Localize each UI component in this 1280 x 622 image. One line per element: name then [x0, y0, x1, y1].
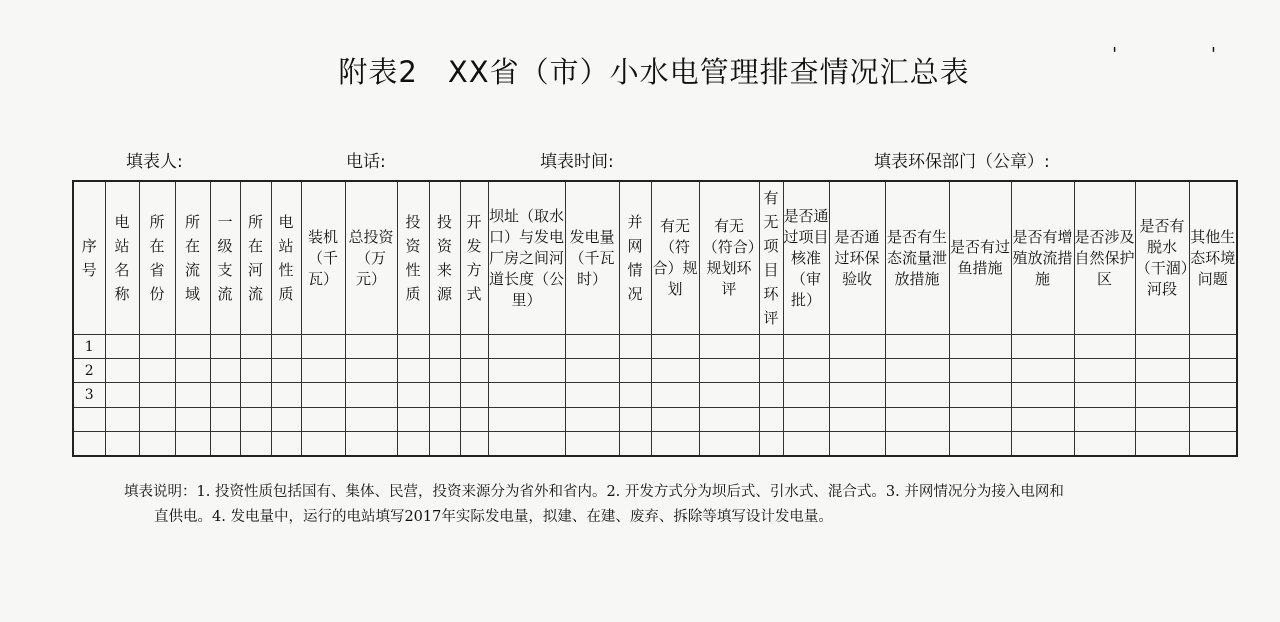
header-row: [73, 181, 1237, 335]
table-cell: [949, 335, 1011, 359]
survey-table: [72, 180, 1238, 457]
row-number: [73, 431, 105, 456]
table-cell: [1011, 383, 1074, 407]
phone-label: 电话:: [346, 152, 386, 172]
page-title: 附表2 XX省（市）小水电管理排查情况汇总表: [338, 55, 970, 89]
table-body: [73, 335, 1237, 457]
table-cell: [829, 383, 885, 407]
table-cell: [1189, 407, 1237, 431]
table-cell: [1074, 407, 1135, 431]
table-cell: [210, 359, 240, 383]
table-cell: [397, 335, 429, 359]
table-cell: [175, 431, 210, 456]
table-cell: [271, 359, 301, 383]
table-cell: [829, 407, 885, 431]
col-header: 一级支流: [210, 181, 240, 335]
table-cell: [699, 335, 759, 359]
col-header: 总投资（万元）: [345, 181, 397, 335]
table-cell: [301, 359, 345, 383]
table-cell: [619, 407, 651, 431]
col-header: 是否有生态流量泄放措施: [885, 181, 949, 335]
table-cell: [949, 359, 1011, 383]
table-cell: [345, 431, 397, 456]
table-row: [73, 335, 1237, 359]
table-cell: [783, 431, 829, 456]
table-cell: [271, 407, 301, 431]
table-cell: [460, 335, 488, 359]
table-cell: [565, 431, 619, 456]
table-cell: [429, 383, 460, 407]
table-cell: [397, 407, 429, 431]
table-cell: [240, 359, 271, 383]
table-cell: [759, 383, 783, 407]
table-row: [73, 407, 1237, 431]
row-number: [73, 407, 105, 431]
col-header: 并网情况: [619, 181, 651, 335]
table-cell: [949, 407, 1011, 431]
table-cell: [759, 335, 783, 359]
table-cell: [488, 431, 565, 456]
table-cell: [460, 431, 488, 456]
table-cell: [699, 431, 759, 456]
table-cell: [175, 359, 210, 383]
table-cell: [105, 359, 139, 383]
row-number: 3: [73, 383, 105, 407]
table-cell: [240, 335, 271, 359]
table-cell: [240, 431, 271, 456]
table-cell: [429, 335, 460, 359]
row-number: 2: [73, 359, 105, 383]
table-cell: [345, 383, 397, 407]
table-cell: [1189, 359, 1237, 383]
col-header: 所在流域: [175, 181, 210, 335]
table-cell: [488, 407, 565, 431]
col-header: 序号: [73, 181, 105, 335]
table-cell: [829, 431, 885, 456]
table-cell: [139, 407, 175, 431]
table-cell: [651, 359, 699, 383]
col-header: 投资来源: [429, 181, 460, 335]
table-cell: [1135, 431, 1189, 456]
table-cell: [949, 383, 1011, 407]
col-header: 开发方式: [460, 181, 488, 335]
table-cell: [175, 407, 210, 431]
table-cell: [1011, 407, 1074, 431]
col-header: 有无（符合）规划环评: [699, 181, 759, 335]
table-cell: [885, 335, 949, 359]
table-cell: [1011, 359, 1074, 383]
table-cell: [619, 383, 651, 407]
table-cell: [783, 335, 829, 359]
table-cell: [1011, 335, 1074, 359]
table-cell: [105, 407, 139, 431]
table-cell: [397, 383, 429, 407]
table-cell: [210, 383, 240, 407]
table-cell: [759, 407, 783, 431]
col-header: 电站性质: [271, 181, 301, 335]
table-cell: [699, 407, 759, 431]
table-cell: [651, 335, 699, 359]
table-cell: [1189, 383, 1237, 407]
table-cell: [271, 383, 301, 407]
table-cell: [488, 359, 565, 383]
table-cell: [1135, 359, 1189, 383]
col-header: 装机（千瓦）: [301, 181, 345, 335]
table-cell: [139, 335, 175, 359]
table-cell: [829, 359, 885, 383]
table-cell: [565, 335, 619, 359]
filler-label: 填表人:: [126, 152, 183, 172]
col-header: 是否通过项目核准（审批）: [783, 181, 829, 335]
table-row: [73, 431, 1237, 456]
row-number: 1: [73, 335, 105, 359]
table-cell: [345, 359, 397, 383]
table-cell: [175, 383, 210, 407]
table-cell: [1074, 359, 1135, 383]
table-cell: [565, 359, 619, 383]
table-cell: [1189, 431, 1237, 456]
col-header: 其他生态环境问题: [1189, 181, 1237, 335]
col-header: 所在河流: [240, 181, 271, 335]
table-cell: [759, 431, 783, 456]
table-cell: [1135, 383, 1189, 407]
col-header: 坝址（取水口）与发电厂房之间河道长度（公里）: [488, 181, 565, 335]
fill-instructions: [124, 480, 1214, 530]
table-cell: [699, 359, 759, 383]
table-cell: [429, 407, 460, 431]
table-cell: [460, 359, 488, 383]
table-cell: [429, 359, 460, 383]
table-cell: [949, 431, 1011, 456]
table-cell: [345, 407, 397, 431]
table-cell: [565, 383, 619, 407]
col-header: 有无（符合）规划: [651, 181, 699, 335]
table-cell: [271, 431, 301, 456]
col-header: 是否有脱水（干涸）河段: [1135, 181, 1189, 335]
table-cell: [139, 431, 175, 456]
col-header: 所在省份: [139, 181, 175, 335]
table-cell: [1074, 431, 1135, 456]
table-cell: [105, 383, 139, 407]
table-cell: [210, 335, 240, 359]
table-cell: [240, 407, 271, 431]
table-cell: [1074, 383, 1135, 407]
table-cell: [1135, 407, 1189, 431]
table-cell: [1189, 335, 1237, 359]
instructions-line-1: 填表说明：1. 投资性质包括国有、集体、民营，投资来源分为省外和省内。2. 开发方式分为坝后式、引水式、混合式。3. 并网情况分为接入电网和: [124, 484, 1064, 500]
table-cell: [345, 335, 397, 359]
fill-time-label: 填表时间:: [540, 152, 614, 172]
col-header: 电站名称: [105, 181, 139, 335]
table-cell: [301, 431, 345, 456]
table-row: [73, 383, 1237, 407]
table-cell: [759, 359, 783, 383]
table-cell: [885, 359, 949, 383]
table-cell: [783, 407, 829, 431]
table-cell: [210, 431, 240, 456]
table-cell: [429, 431, 460, 456]
table-cell: [651, 383, 699, 407]
table-cell: [397, 431, 429, 456]
table-cell: [105, 335, 139, 359]
table-cell: [783, 383, 829, 407]
corner-marks: ' ': [1112, 44, 1254, 65]
table-cell: [885, 383, 949, 407]
table-cell: [885, 431, 949, 456]
table-cell: [301, 383, 345, 407]
table-cell: [460, 407, 488, 431]
table-cell: [1011, 431, 1074, 456]
table-cell: [885, 407, 949, 431]
table-cell: [783, 359, 829, 383]
table-cell: [699, 383, 759, 407]
table-cell: [565, 407, 619, 431]
instructions-line-2: 直供电。4. 发电量中，运行的电站填写2017年实际发电量，拟建、在建、废弃、拆除等填写设计发电量。: [154, 509, 833, 525]
table-row: [73, 359, 1237, 383]
table-cell: [139, 359, 175, 383]
table-cell: [1135, 335, 1189, 359]
table-cell: [210, 407, 240, 431]
table-cell: [397, 359, 429, 383]
col-header: 是否有过鱼措施: [949, 181, 1011, 335]
col-header: 投资性质: [397, 181, 429, 335]
col-header: 有无项目环评: [759, 181, 783, 335]
col-header: 是否通过环保验收: [829, 181, 885, 335]
table-cell: [1074, 335, 1135, 359]
table-cell: [139, 383, 175, 407]
table-cell: [301, 335, 345, 359]
table-cell: [488, 335, 565, 359]
table-cell: [829, 335, 885, 359]
table-cell: [271, 335, 301, 359]
table-cell: [105, 431, 139, 456]
table-cell: [619, 431, 651, 456]
dept-seal-label: 填表环保部门（公章）:: [874, 152, 1050, 172]
table-cell: [301, 407, 345, 431]
table-cell: [651, 431, 699, 456]
table-cell: [619, 359, 651, 383]
col-header: 是否涉及自然保护区: [1074, 181, 1135, 335]
table-cell: [619, 335, 651, 359]
col-header: 是否有增殖放流措施: [1011, 181, 1074, 335]
table-cell: [651, 407, 699, 431]
col-header: 发电量（千瓦时）: [565, 181, 619, 335]
table-cell: [175, 335, 210, 359]
table-cell: [460, 383, 488, 407]
table-cell: [240, 383, 271, 407]
table-cell: [488, 383, 565, 407]
